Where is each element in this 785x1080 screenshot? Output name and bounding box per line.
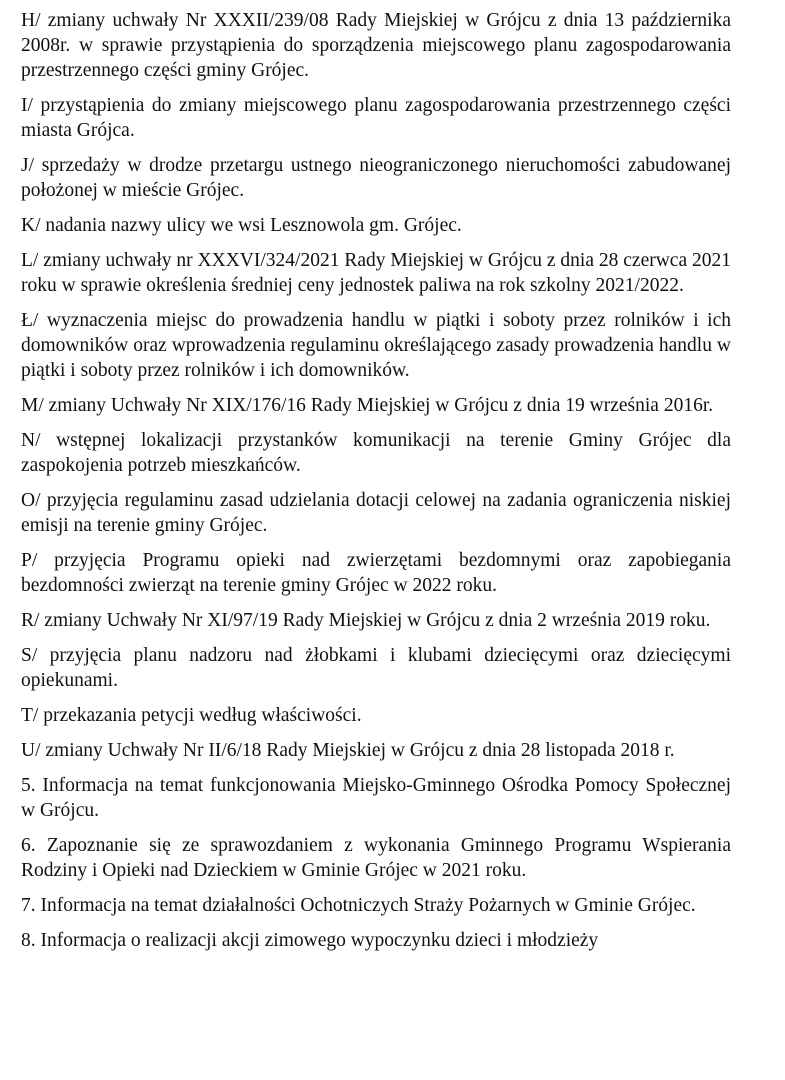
agenda-item-7: 7. Informacja na temat działalności Ochotniczych Straży Pożarnych w Gminie Grójec. — [21, 895, 696, 916]
agenda-item-r: R/ zmiany Uchwały Nr XI/97/19 Rady Miejskiej w Grójcu z dnia 2 września 2019 roku. — [21, 610, 711, 631]
agenda-item-u: U/ zmiany Uchwały Nr II/6/18 Rady Miejskiej w Grójcu z dnia 28 listopada 2018 r. — [21, 740, 675, 761]
agenda-item-m: M/ zmiany Uchwały Nr XIX/176/16 Rady Miejskiej w Grójcu z dnia 19 września 2016r. — [21, 395, 714, 416]
agenda-item-s: S/ przyjęcia planu nadzoru nad żłobkami i klubami dziecięcymi oraz dziecięcymi opiekunami. — [21, 645, 731, 691]
agenda-item-i: I/ przystąpienia do zmiany miejscowego planu zagospodarowania przestrzennego części miasta Grójca. — [21, 95, 731, 141]
agenda-item-h: H/ zmiany uchwały Nr XXXII/239/08 Rady Miejskiej w Grójcu z dnia 13 października 2008r. w sprawie przystąpienia do sporządzenia miejscowego planu zagospodarowania przestrzennego części gminy Grójec. — [21, 10, 731, 81]
agenda-item-n: N/ wstępnej lokalizacji przystanków komunikacji na terenie Gminy Grójec dla zaspokojenia potrzeb mieszkańców. — [21, 430, 731, 476]
agenda-item-j: J/ sprzedaży w drodze przetargu ustnego nieograniczonego nieruchomości zabudowanej położonej w mieście Grójec. — [21, 155, 731, 201]
agenda-item-6: 6. Zapoznanie się ze sprawozdaniem z wykonania Gminnego Programu Wspierania Rodziny i Opieki nad Dzieckiem w Gminie Grójec w 2021 roku. — [21, 835, 731, 881]
agenda-item-t: T/ przekazania petycji według właściwości. — [21, 705, 362, 726]
document-page — [21, 8, 731, 963]
agenda-item-l: L/ zmiany uchwały nr XXXVI/324/2021 Rady Miejskiej w Grójcu z dnia 28 czerwca 2021 roku w sprawie określenia średniej ceny jednostek paliwa na rok szkolny 2021/2022. — [21, 250, 731, 296]
agenda-item-k: K/ nadania nazwy ulicy we wsi Lesznowola gm. Grójec. — [21, 215, 462, 236]
agenda-item-l-stroke: Ł/ wyznaczenia miejsc do prowadzenia handlu w piątki i soboty przez rolników i ich domowników oraz wprowadzenia regulaminu określającego zasady prowadzenia handlu w piątki i soboty przez rolników i ich domowników. — [21, 310, 731, 381]
agenda-item-o: O/ przyjęcia regulaminu zasad udzielania dotacji celowej na zadania ograniczenia niskiej emisji na terenie gminy Grójec. — [21, 490, 731, 536]
agenda-item-p: P/ przyjęcia Programu opieki nad zwierzętami bezdomnymi oraz zapobiegania bezdomności zwierząt na terenie gminy Grójec w 2022 roku. — [21, 550, 731, 596]
agenda-item-8: 8. Informacja o realizacji akcji zimowego wypoczynku dzieci i młodzieży — [21, 930, 599, 951]
agenda-item-5: 5. Informacja na temat funkcjonowania Miejsko-Gminnego Ośrodka Pomocy Społecznej w Grójcu. — [21, 775, 731, 821]
